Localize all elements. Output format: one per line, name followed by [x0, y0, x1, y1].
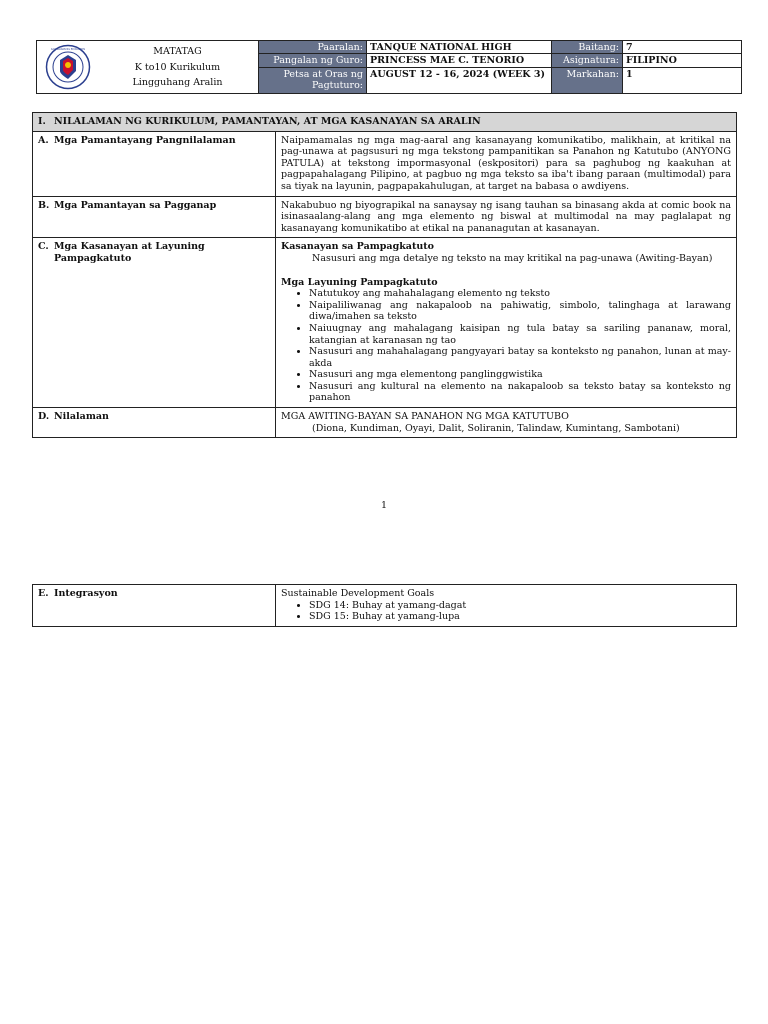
layunin-heading: Mga Layuning Pampagkatuto	[281, 276, 438, 288]
row-c-label-cell	[33, 238, 276, 408]
baitang-value: 7	[622, 40, 742, 54]
row-c-content	[276, 238, 737, 408]
row-c-label-line1: Mga Kasanayan at Layuning	[54, 241, 205, 253]
header-identity-box	[36, 40, 259, 94]
petsa-label: Petsa at Oras ng Pagtuturo:	[258, 67, 367, 94]
list-item: • SDG 14: Buhay at yamang-dagat	[309, 600, 731, 612]
guro-value: PRINCESS MAE C. TENORIO	[366, 53, 552, 68]
row-d-letter: D.	[38, 411, 50, 423]
header-line-matatag: MATATAG	[153, 46, 202, 57]
header-info-grid	[258, 40, 742, 94]
kasanayan-heading: Kasanayan sa Pampagkatuto	[281, 241, 434, 253]
table-row	[33, 408, 737, 438]
list-item: • Naipaliliwanag ang nakapaloob na pahiwatig, simbolo, talinghaga at larawang diwa/imahen sa teksto	[309, 300, 731, 323]
row-c-letter: C.	[38, 241, 49, 253]
asignatura-label: Asignatura:	[551, 53, 623, 68]
header-line-kurikulum: K to10 Kurikulum	[134, 61, 221, 73]
layunin-list	[281, 288, 731, 404]
sdg-list	[281, 600, 731, 623]
row-e-content	[276, 585, 737, 627]
list-item: • Nasusuri ang kultural na elemento na nakapaloob sa teksto batay sa konteksto ng panahon	[309, 381, 731, 404]
section-number: I.	[38, 116, 46, 127]
table-row	[33, 238, 737, 408]
row-e-label-cell	[33, 585, 276, 627]
deped-seal-icon	[45, 44, 91, 90]
list-item: • Nasusuri ang mahahalagang pangyayari batay sa konteksto ng panahon, lunan at may-akda	[309, 346, 731, 369]
row-a-label: Mga Pamantayang Pangnilalaman	[54, 134, 236, 146]
header-identity-lines	[97, 44, 258, 91]
sdg-heading: Sustainable Development Goals	[281, 588, 435, 599]
row-b-letter: B.	[38, 199, 50, 211]
integrasyon-table	[32, 584, 737, 627]
list-item: • Naiuugnay ang mahalagang kaisipan ng tula batay sa sariling pananaw, moral, katangian at karanasan ng tao	[309, 323, 731, 346]
markahan-value: 1	[622, 67, 742, 94]
seal-lettering: KAGAWARAN NG EDUKASYON	[51, 48, 85, 51]
list-item: • Natutukoy ang mahahalagang elemento ng teksto	[309, 288, 731, 300]
table-row	[33, 131, 737, 196]
guro-label: Pangalan ng Guro:	[258, 53, 367, 68]
row-b-label: Mga Pamantayan sa Pagganap	[54, 199, 217, 211]
table-row	[33, 196, 737, 238]
paaralan-label: Paaralan:	[258, 40, 367, 54]
asignatura-value: FILIPINO	[622, 53, 742, 68]
curriculum-table	[32, 112, 737, 438]
table-row	[33, 585, 737, 627]
row-d-content	[276, 408, 737, 438]
petsa-value: AUGUST 12 - 16, 2024 (WEEK 3)	[366, 67, 552, 94]
nilalaman-list: (Diona, Kundiman, Oyayi, Dalit, Soliranin, Talindaw, Kumintang, Sambotani)	[312, 422, 680, 434]
baitang-label: Baitang:	[551, 40, 623, 54]
page-number: 1	[380, 500, 388, 511]
kasanayan-text: Nasusuri ang mga detalye ng teksto na may kritikal na pag-unawa (Awiting-Bayan)	[312, 252, 713, 264]
nilalaman-title: MGA AWITING-BAYAN SA PANAHON NG MGA KATUTUBO	[281, 411, 569, 423]
row-d-label-cell	[33, 408, 276, 438]
row-a-letter: A.	[38, 134, 49, 146]
row-b-label-cell	[33, 196, 276, 238]
row-c-label-line2: Pampagkatuto	[54, 252, 132, 264]
row-a-label-cell	[33, 131, 276, 196]
section-header	[33, 113, 737, 132]
section-header-row	[33, 113, 737, 132]
row-e-letter: E.	[38, 588, 49, 599]
list-item: • Nasusuri ang mga elementong panglinggwistika	[309, 369, 731, 381]
section-title: NILALAMAN NG KURIKULUM, PAMANTAYAN, AT MGA KASANAYAN SA ARALIN	[54, 116, 481, 127]
markahan-label: Markahan:	[551, 67, 623, 94]
list-item: • SDG 15: Buhay at yamang-lupa	[309, 611, 731, 623]
row-d-label: Nilalaman	[54, 411, 109, 423]
paaralan-value: TANQUE NATIONAL HIGH	[366, 40, 552, 54]
header-line-aralin: Lingguhang Aralin	[132, 77, 223, 88]
row-b-text: Nakabubuo ng biyograpikal na sanaysay ng isang tauhan sa binasang akda at comic book na isinasaalang-alang ang mga elemento ng biswal at multimodal na may paglalapat ng kasanayang komunikatibo at etikal na pananagutan at kasanayan.	[276, 196, 737, 238]
row-e-label: Integrasyon	[54, 588, 118, 599]
row-a-text: Naipamamalas ng mga mag-aaral ang kasanayang komunikatibo, malikhain, at kritikal na pag-unawa at pagsusuri ng mga tekstong pampanitikan sa Panahon ng Katutubo (ANYONG PATULA) at tekstong impormasyonal (eskpositori) para sa paghubog ng kaakuhan at pagpapahalagang Pilipino, at pagbuo ng mga teksto sa iba't ibang paraan (multimodal) para sa tiyak na layunin, pagpapakahulugan, at target na babasa o awdiyens.	[276, 131, 737, 196]
